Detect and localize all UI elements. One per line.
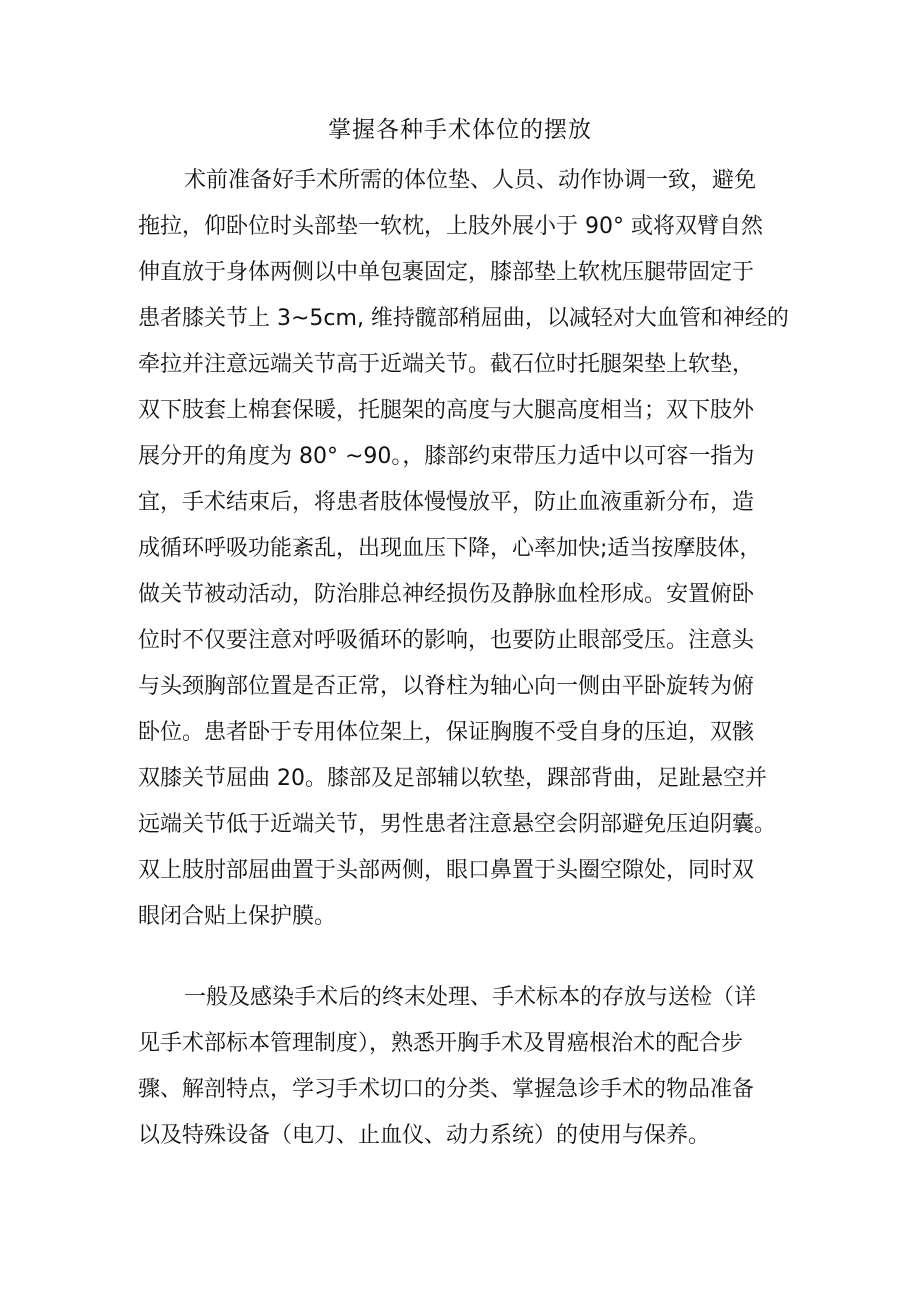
- paragraph-line: 位时不仅要注意对呼吸循环的影响，也要防止眼部受压。注意头: [138, 628, 755, 653]
- paragraph-line: 宜，手术结束后，将患者肢体慢慢放平，防止血液重新分布，造: [138, 490, 755, 515]
- paragraph-line: 展分开的角度为 80° ~90。，膝部约束带压力适中以可容一指为: [138, 444, 755, 469]
- paragraph-line: 骤、解剖特点，学习手术切口的分类、掌握急诊手术的物品准备: [138, 1077, 755, 1102]
- paragraph-line: 双下肢套上棉套保暖，托腿架的高度与大腿高度相当；双下肢外: [138, 398, 755, 423]
- paragraph-line: 眼闭合贴上保护膜。: [138, 904, 337, 929]
- paragraph-line: 与头颈胸部位置是否正常，以脊柱为轴心向一侧由平卧旋转为俯: [138, 674, 755, 699]
- paragraph-2: [138, 975, 800, 1159]
- paragraph-line: 做关节被动活动，防治腓总神经损伤及静脉血栓形成。安置俯卧: [138, 582, 755, 607]
- paragraph-line: 成循环呼吸功能紊乱，出现血压下降，心率加快;适当按摩肢体，: [138, 536, 762, 561]
- paragraph-line: 患者膝关节上 3~5cm, 维持髋部稍屈曲，以减轻对大血管和神经的: [138, 306, 789, 331]
- document-title: 掌握各种手术体位的摆放: [328, 117, 592, 143]
- paragraph-line: 伸直放于身体两侧以中单包裹固定，膝部垫上软枕压腿带固定于: [138, 260, 755, 285]
- paragraph-line: 术前准备好手术所需的体位垫、人员、动作协调一致，避免: [184, 168, 757, 193]
- paragraph-line: 拖拉，仰卧位时头部垫一软枕，上肢外展小于 90° 或将双臂自然: [138, 214, 763, 239]
- paragraph-line: 以及特殊设备（电刀、止血仪、动力系统）的使用与保养。: [138, 1123, 711, 1148]
- paragraph-1: [138, 158, 800, 940]
- paragraph-line: 双膝关节屈曲 20。膝部及足部辅以软垫，踝部背曲，足趾悬空并: [138, 766, 767, 791]
- paragraph-line: 一般及感染手术后的终末处理、手术标本的存放与送检（详: [184, 985, 757, 1010]
- paragraph-line: 远端关节低于近端关节，男性患者注意悬空会阴部避免压迫阴囊。: [138, 812, 777, 837]
- paragraph-line: 见手术部标本管理制度），熟悉开胸手术及胃癌根治术的配合步: [138, 1031, 744, 1056]
- paragraph-line: 牵拉并注意远端关节高于近端关节。截石位时托腿架垫上软垫，: [138, 352, 755, 377]
- paragraph-line: 双上肢肘部屈曲置于头部两侧，眼口鼻置于头圈空隙处，同时双: [138, 858, 755, 883]
- paragraph-line: 卧位。患者卧于专用体位架上，保证胸腹不受自身的压迫，双骸: [138, 720, 755, 745]
